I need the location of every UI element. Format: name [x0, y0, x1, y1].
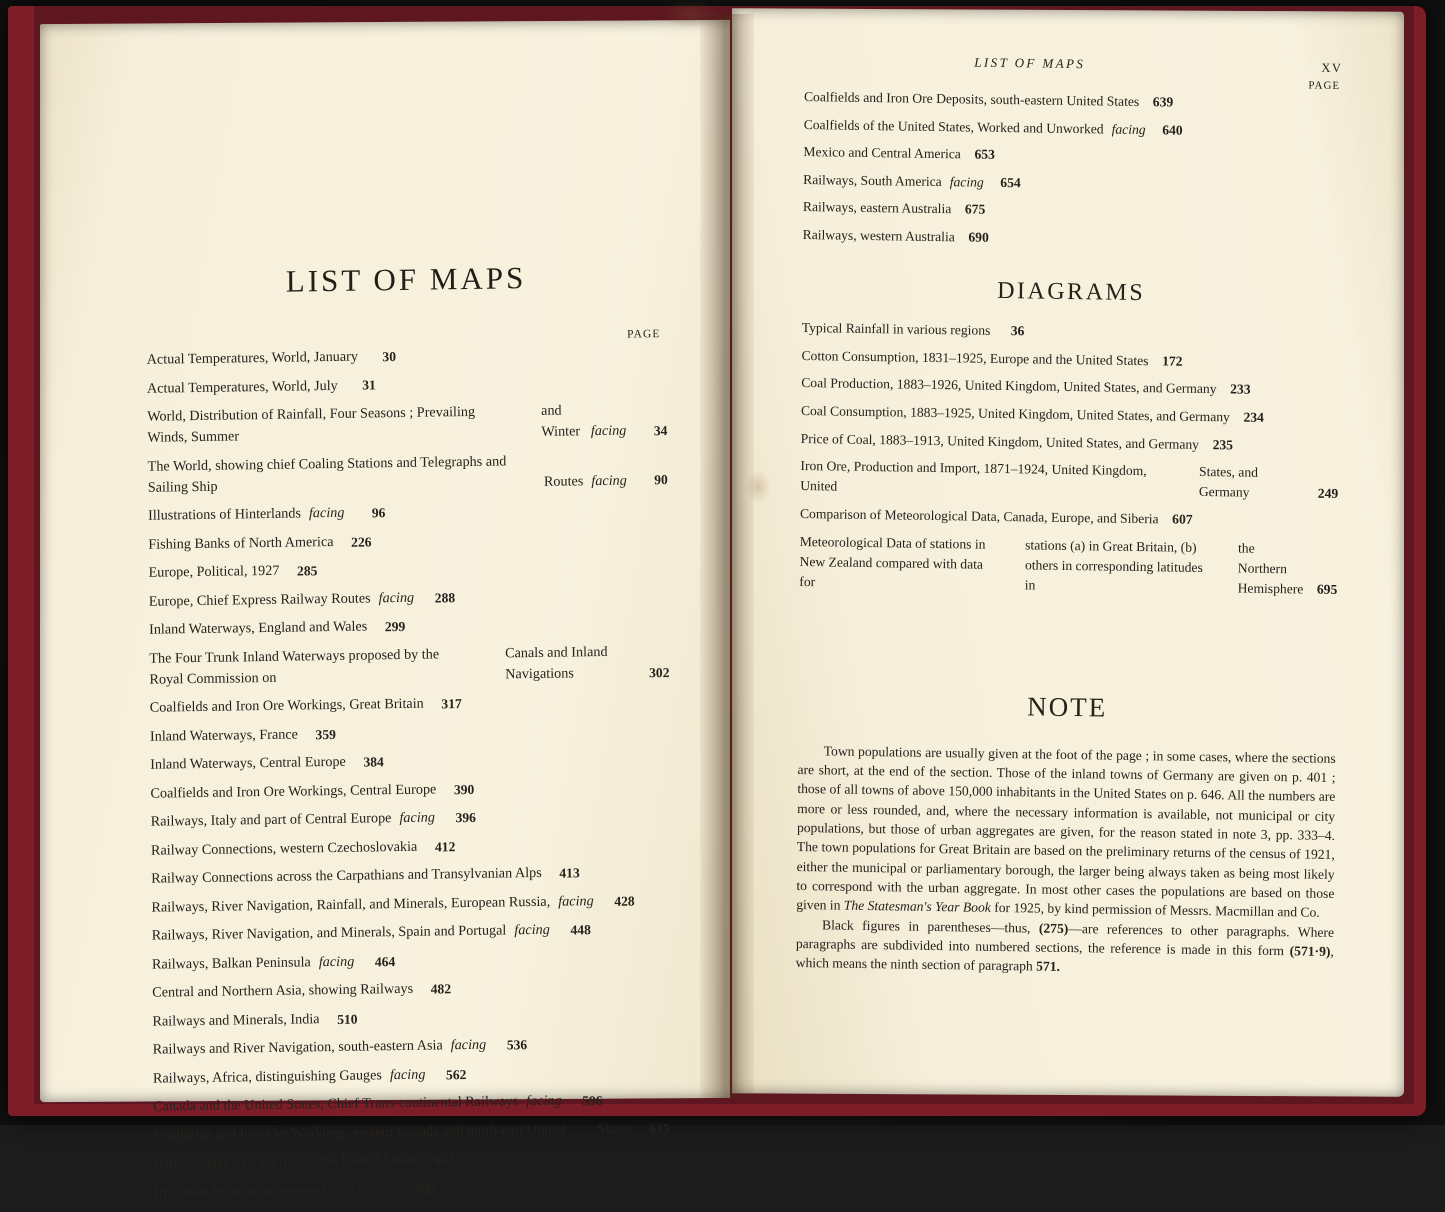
list-item — [803, 225, 1341, 253]
list-item — [153, 1118, 673, 1147]
entry-page-number: 384 — [350, 752, 384, 773]
list-of-maps — [147, 342, 674, 1204]
list-item — [151, 833, 671, 862]
entry-title: Coal Consumption, 1883–1925, United Kingdom, United States, and Germany — [801, 401, 1234, 428]
entry-title: the Northern Hemisphere — [1238, 538, 1308, 599]
entry-title: and Winter — [541, 400, 587, 443]
entry-page-number: 675 — [955, 200, 985, 221]
left-page — [40, 20, 730, 1102]
folio-number: XV — [1321, 61, 1342, 76]
entry-title: Mexico and Central America — [803, 142, 965, 165]
list-of-maps-continued — [803, 87, 1342, 253]
entry-page-number: 226 — [337, 532, 371, 553]
entry-title: States, and Germany — [1199, 462, 1309, 504]
diagrams-heading: DIAGRAMS — [802, 275, 1340, 310]
entry-page-number: 635 — [403, 1179, 437, 1200]
entry-title: Railway Connections, western Czechoslovakia — [151, 836, 422, 861]
entry-page-number: 632 — [421, 1151, 455, 1172]
list-item — [152, 1004, 672, 1033]
entry-title: Cotton Consumption, 1831–1925, Europe and the United States — [801, 346, 1152, 371]
list-item — [151, 890, 671, 919]
entry-page-number: 317 — [428, 694, 462, 715]
entry-title: Inland Waterways, Central Europe — [150, 752, 350, 776]
entry-title: Railways, South America — [803, 170, 946, 192]
entry-title: Canals and Inland Navigations — [505, 641, 636, 685]
entry-page-number: 654 — [991, 173, 1021, 194]
entry-title: Routes — [544, 471, 588, 493]
entry-page-number: 690 — [959, 227, 989, 248]
entry-page-number: 562 — [432, 1065, 466, 1086]
entry-title: Coal Production, 1883–1926, United Kingdom, United States, and Germany — [801, 373, 1221, 399]
entry-page-number: 428 — [601, 891, 635, 912]
list-item — [150, 719, 670, 748]
list-item — [148, 449, 668, 499]
entry-page-number: 464 — [361, 952, 395, 973]
entry-title: Coalfields and Iron Ore Workings, Great Britain — [150, 694, 428, 719]
list-item — [150, 776, 670, 805]
entry-title: Price of Coal, 1883–1913, United Kingdom, United States, and Germany — [801, 429, 1203, 455]
entry-title: Iron Ore, Production and Import, 1871–1924, United Kingdom, United — [800, 456, 1171, 502]
entry-title: Railways, River Navigation, and Minerals, Spain and Portugal — [152, 921, 511, 947]
entry-title: Railways, western Australia — [803, 225, 959, 247]
entry-page-number: 36 — [994, 321, 1024, 342]
facing-label: facing — [305, 503, 352, 525]
entry-title: Actual Temperatures, World, July — [147, 375, 342, 399]
entry-page-number: 235 — [1203, 435, 1233, 456]
entry-title: Fishing Banks of North America — [148, 532, 337, 556]
list-item — [149, 584, 669, 613]
facing-label: facing — [395, 808, 442, 830]
entry-page-number: 234 — [1234, 407, 1264, 428]
entry-title: Railways, Italy and part of Central Europe — [151, 808, 396, 833]
list-item — [801, 373, 1339, 401]
entry-page-number: 448 — [557, 920, 591, 941]
note-paragraph: Town populations are usually given at the foot of the page ; in some cases, where the sections are short, at the end of the section. Those of the inland towns of Germany are given on p. 401 ; those of all towns of above 150,000 inhabitants in the United States on p. 646. All the numbers are more or less rounded, and, where the necessary information is available, not municipal or city populations, but those of urban aggregates are given, for the reason stated in note 3, pp. 333–4. The town populations for Great Britain are based on the preliminary returns of the census of 1921, either the municipal or parliamentary borough, the larger being always taken as being most likely to correspond with the urban aggregate. In most other cases the populations are based on those given in The Statesman's Year Book for 1925, by kind permission of Messrs. Macmillan and Co. — [796, 741, 1336, 923]
list-item — [802, 318, 1340, 346]
entry-page-number: 96 — [351, 503, 385, 524]
entry-title: Actual Temperatures, World, January — [147, 347, 362, 371]
entry-title: Railways, River Navigation, Rainfall, and Minerals, European Russia, — [151, 892, 554, 919]
entry-page-number: 482 — [417, 980, 451, 1001]
list-item — [803, 170, 1341, 198]
page-column-label-right: PAGE — [804, 72, 1340, 92]
entry-title: Europe, Political, 1927 — [148, 561, 283, 584]
list-item — [800, 504, 1338, 532]
list-item — [151, 861, 671, 890]
list-item — [804, 115, 1342, 143]
entry-page-number: 233 — [1220, 380, 1250, 401]
entry-title: The Four Trunk Inland Waterways proposed by the Royal Commission on — [149, 644, 477, 691]
entry-page-number: 412 — [421, 837, 455, 858]
facing-label: facing — [587, 421, 634, 443]
entry-page-number: 695 — [1307, 579, 1337, 600]
entry-page-number: 639 — [1143, 92, 1173, 113]
entry-page-number: 34 — [633, 421, 667, 442]
facing-label: facing — [386, 1064, 433, 1086]
entry-page-number: 285 — [283, 561, 317, 582]
entry-title: Irrigation Projects in western United States — [154, 1179, 403, 1204]
entry-title: The World, showing chief Coaling Stations and Telegraphs and Sailing Ship — [148, 451, 516, 498]
entry-title: Railways, Africa, distinguishing Gauges — [153, 1065, 386, 1089]
list-item — [801, 429, 1339, 457]
note-body — [796, 741, 1336, 981]
facing-label: facing — [554, 891, 601, 913]
list-item — [152, 947, 672, 976]
entry-title: Inland Waterways, England and Wales — [149, 617, 371, 641]
list-item — [800, 456, 1338, 504]
list-item — [801, 401, 1339, 429]
entry-title: Railways and River Navigation, south-eastern Asia — [153, 1036, 447, 1061]
entry-title: Railways, Balkan Peninsula — [152, 952, 315, 975]
entry-title: Coalfields of the United States, Worked and Unworked — [804, 115, 1108, 140]
entry-page-number: 249 — [1308, 484, 1338, 505]
entry-title: Canada and the United States, Chief Trans-continental Railways — [153, 1092, 522, 1118]
entry-page-number: 640 — [1153, 120, 1183, 141]
list-item — [147, 399, 667, 449]
entry-page-number: 413 — [546, 864, 580, 885]
entry-title: stations (a) in Great Britain, (b) others in corresponding latitudes in — [1025, 535, 1210, 598]
entry-page-number: 596 — [568, 1091, 602, 1112]
entry-page-number: 615 — [636, 1119, 670, 1140]
entry-page-number: 172 — [1152, 351, 1182, 372]
entry-page-number: 510 — [323, 1009, 357, 1030]
entry-page-number: 90 — [634, 470, 668, 491]
entry-page-number: 302 — [635, 663, 669, 684]
entry-page-number: 607 — [1163, 509, 1193, 530]
list-item — [803, 142, 1341, 170]
list-item — [149, 612, 669, 641]
list-item — [153, 1061, 673, 1090]
note-heading: NOTE — [798, 688, 1336, 727]
list-item — [147, 371, 667, 400]
list-item — [803, 197, 1341, 225]
list-item — [148, 498, 668, 527]
entry-page-number: 30 — [362, 347, 396, 368]
facing-label: facing — [1108, 119, 1153, 140]
list-item — [148, 527, 668, 556]
list-item — [151, 804, 671, 833]
facing-label: facing — [315, 951, 362, 973]
entry-page-number: 536 — [493, 1035, 527, 1056]
entry-title: Coalfields and Iron Ore Workings, eastern Canada and north-east United — [153, 1119, 569, 1146]
entry-title: Coalfields and Iron Ore Deposits, south-eastern United States — [804, 87, 1143, 112]
list-item — [149, 641, 669, 691]
right-page-content — [732, 8, 1404, 1097]
right-page — [732, 8, 1404, 1097]
page-title: LIST OF MAPS — [146, 258, 666, 302]
facing-label: facing — [587, 470, 634, 492]
page-column-label: PAGE — [146, 328, 660, 348]
list-item — [804, 87, 1342, 115]
entry-title: Comparison of Meteorological Data, Canada, Europe, and Siberia — [800, 504, 1163, 529]
facing-label: facing — [946, 172, 991, 193]
entry-page-number: 390 — [440, 780, 474, 801]
note-paragraph: Black figures in parentheses—thus, (275)—are references to other paragraphs. Where paragraphs are subdivided into numbered sections, the reference is made in this form (571·9), which means the ninth section of paragraph 571. — [796, 915, 1335, 981]
entry-title: Illustrations of Hinterlands — [148, 503, 305, 526]
list-item — [154, 1175, 674, 1204]
entry-title: Typical Rainfall in various regions — [802, 318, 995, 341]
entry-title: Coalfields and Iron Ore Workings, Central Europe — [150, 779, 440, 804]
entry-title: States — [598, 1118, 636, 1140]
running-head-title: LIST OF MAPS — [974, 55, 1085, 73]
entry-page-number: 31 — [342, 376, 376, 397]
list-item — [801, 346, 1339, 374]
facing-label: facing — [522, 1091, 569, 1113]
list-item — [153, 1089, 673, 1118]
entry-title: Railway Connections across the Carpathians and Transylvanian Alps — [151, 863, 546, 890]
list-item — [152, 975, 672, 1004]
entry-page-number: 288 — [421, 588, 455, 609]
left-page-content — [40, 20, 730, 1102]
list-item — [148, 555, 668, 584]
entry-title: Railway Map of a Portion of the United States — [154, 1150, 421, 1175]
entry-page-number: 653 — [965, 145, 995, 166]
list-item — [150, 690, 670, 719]
list-item — [150, 747, 670, 776]
entry-page-number: 359 — [302, 725, 336, 746]
entry-title: Railways and Minerals, India — [152, 1009, 323, 1033]
list-of-diagrams — [799, 318, 1340, 600]
entry-page-number: 396 — [442, 808, 476, 829]
list-item — [153, 1032, 673, 1061]
entry-title: Inland Waterways, France — [150, 724, 302, 747]
facing-label: facing — [447, 1035, 494, 1057]
list-item — [152, 918, 672, 947]
facing-label: facing — [375, 587, 422, 609]
list-item — [154, 1146, 674, 1175]
entry-title: Railways, eastern Australia — [803, 197, 956, 219]
list-item — [799, 532, 1338, 600]
entry-title: Europe, Chief Express Railway Routes — [149, 588, 375, 612]
entry-title: Meteorological Data of stations in New Zealand compared with data for — [799, 532, 997, 595]
facing-label: facing — [510, 920, 557, 942]
entry-page-number: 299 — [371, 617, 405, 638]
entry-title: World, Distribution of Rainfall, Four Seasons ; Prevailing Winds, Summer — [147, 401, 513, 448]
entry-title: Central and Northern Asia, showing Railways — [152, 979, 417, 1004]
